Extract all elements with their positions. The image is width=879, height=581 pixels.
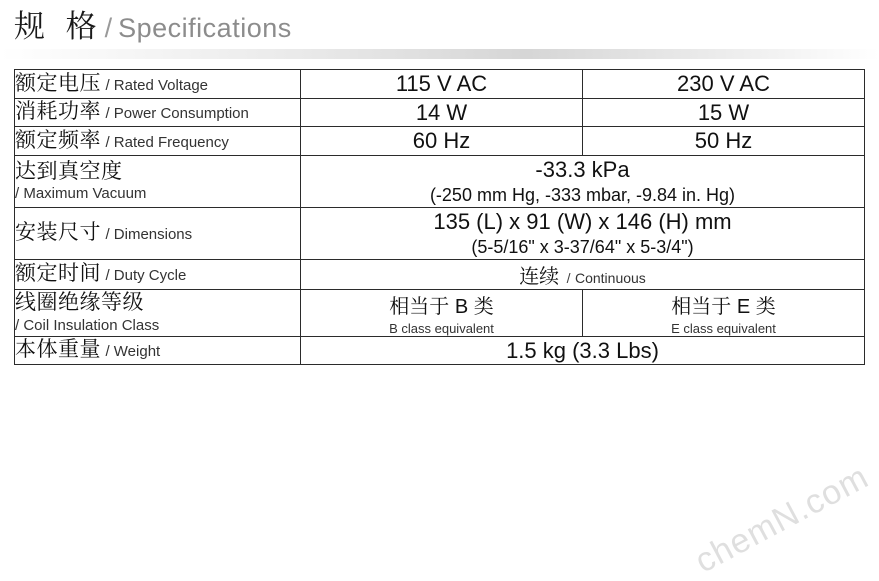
value-coil-class-b-cn: 相当于 B 类 [389,295,494,318]
value-rated-frequency-50: 50 Hz [583,127,865,156]
value-duty-cycle-separator: / [566,269,571,286]
value-rated-voltage-230: 230 V AC [583,70,865,99]
page-title [0,0,879,45]
label-cn: 本体重量 [15,338,101,362]
watermark: chemN.com [688,457,875,581]
table-row [15,259,865,289]
label-en: / Rated Frequency [105,133,229,151]
value-rated-voltage-115: 115 V AC [301,70,583,99]
label-cn: 安装尺寸 [15,221,101,245]
value-maximum-vacuum [301,155,865,207]
table-row [15,207,865,259]
label-en: / Rated Voltage [105,76,209,94]
value-dimensions-sub: (5-5/16" x 3-37/64" x 5-3/4") [471,237,694,258]
label-cn: 额定时间 [15,262,101,286]
label-en: / Weight [105,343,161,361]
row-label-weight [15,336,301,365]
label-en: / Maximum Vacuum [15,185,147,203]
specifications-table [14,69,865,365]
title-separator: / [104,13,113,43]
value-coil-class-e-cn: 相当于 E 类 [671,295,776,318]
value-duty-cycle-cn: 连续 [519,265,560,288]
page-title-en: Specifications [118,13,292,43]
value-coil-class-b [301,289,583,336]
table-row [15,70,865,99]
value-dimensions-main: 135 (L) x 91 (W) x 146 (H) mm [433,208,732,234]
row-label-power-consumption [15,98,301,127]
table-row [15,127,865,156]
value-maximum-vacuum-sub: (-250 mm Hg, -333 mbar, -9.84 in. Hg) [429,185,736,206]
value-maximum-vacuum-main: -33.3 kPa [535,156,630,182]
row-label-duty-cycle [15,259,301,289]
value-duty-cycle-en: Continuous [574,269,646,286]
label-cn: 消耗功率 [15,100,101,124]
row-label-coil-insulation-class [15,289,301,336]
label-cn: 额定频率 [15,128,101,152]
label-cn: 线圈绝缘等级 [15,291,144,315]
title-divider [0,49,879,59]
label-en: / Power Consumption [105,105,249,123]
row-label-maximum-vacuum [15,155,301,207]
value-power-consumption-115: 14 W [301,98,583,127]
value-dimensions [301,207,865,259]
label-en: / Coil Insulation Class [15,316,160,334]
value-rated-frequency-60: 60 Hz [301,127,583,156]
value-duty-cycle [301,259,865,289]
value-coil-class-e [583,289,865,336]
label-cn: 额定电压 [15,71,101,95]
row-label-dimensions [15,207,301,259]
value-power-consumption-230: 15 W [583,98,865,127]
row-label-rated-frequency [15,127,301,156]
row-label-rated-voltage [15,70,301,99]
table-row [15,289,865,336]
label-en: / Dimensions [105,226,193,244]
value-weight: 1.5 kg (3.3 Lbs) [301,336,865,365]
table-row [15,98,865,127]
value-coil-class-e-en: E class equivalent [671,320,776,336]
label-cn: 达到真空度 [15,159,123,183]
label-en: / Duty Cycle [105,267,187,285]
value-coil-class-b-en: B class equivalent [389,320,494,336]
table-row [15,155,865,207]
table-row [15,336,865,365]
page-title-cn: 规 格 [14,9,103,44]
